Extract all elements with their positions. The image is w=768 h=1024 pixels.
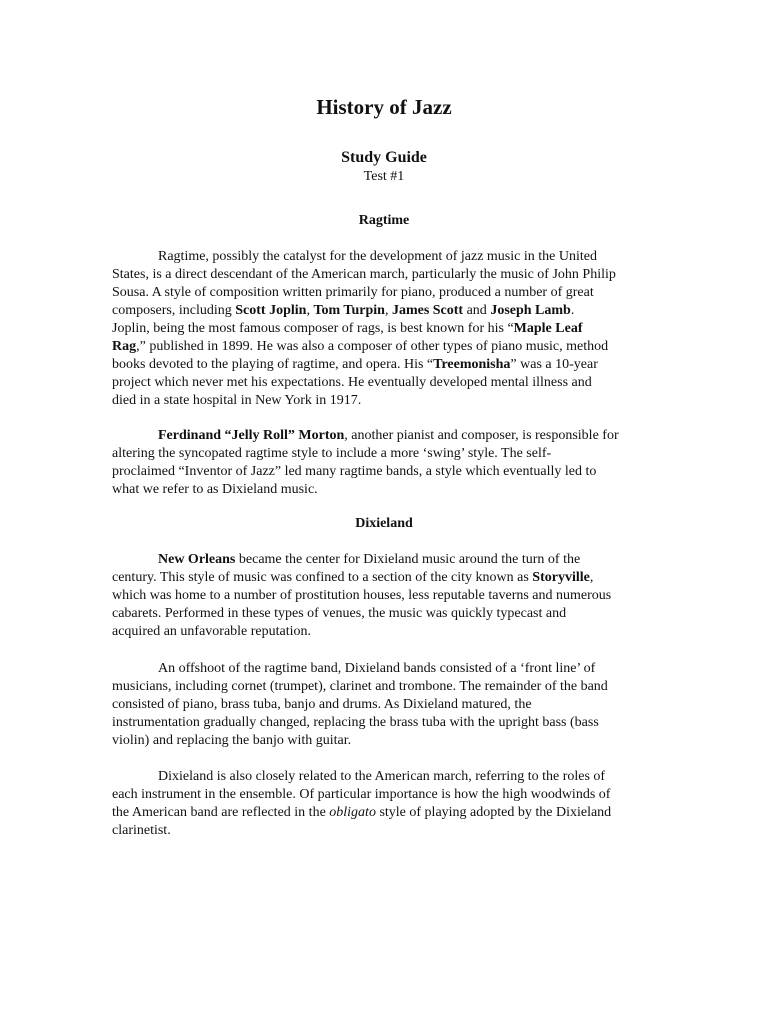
test-label: Test #1	[363, 169, 405, 184]
page-subtitle: Study Guide	[341, 149, 427, 166]
paragraph-ragtime-intro: Ragtime, possibly the catalyst for the development of jazz music in the United States, is a direct descendant of the American march, particularly the music of John Philip Sousa. A style of composition written primarily for piano, produced a number of great composers, including Scott Joplin, Tom Turpin, James Scott and Joseph Lamb. Joplin, being the most famous composer of rags, is best known for his “Maple Leaf Rag,” published in 1899. He was also a composer of other types of piano music, method books devoted to the playing of ragtime, and opera. His “Treemonisha” was a 10-year project which never met his expectations. He eventually developed mental illness and died in a state hospital in New York in 1917.	[112, 249, 616, 408]
paragraph-dixieland-march: Dixieland is also closely related to the American march, referring to the roles of each instrument in the ensemble. Of particular importance is how the high woodwinds of the American band are reflected in the obligato style of playing adopted by the Dixieland clarinetist.	[112, 769, 612, 838]
paragraph-new-orleans: New Orleans became the center for Dixieland music around the turn of the century. This style of music was confined to a section of the city known as Storyville, which was home to a number of prostitution houses, less reputable taverns and numerous cabarets. Performed in these types of venues, the music was quickly typecast and acquired an unfavorable reputation.	[112, 552, 612, 639]
paragraph-dixieland-bands: An offshoot of the ragtime band, Dixieland bands consisted of a ‘front line’ of musicians, including cornet (trumpet), clarinet and trombone. The remainder of the band consisted of piano, brass tuba, banjo and drums. As Dixieland matured, the instrumentation gradually changed, replacing the brass tuba with the upright bass (bass violin) and replacing the banjo with guitar.	[112, 661, 608, 748]
paragraph-jelly-roll-morton: Ferdinand “Jelly Roll” Morton, another pianist and composer, is responsible for altering the syncopated ragtime style to include a more ‘swing’ style. The self- proclaimed “Inventor of Jazz” led many ragtime bands, a style which eventually led to what we refer to as Dixieland music.	[112, 428, 619, 497]
section-heading-ragtime: Ragtime	[358, 213, 410, 228]
page-title: History of Jazz	[316, 95, 452, 119]
section-heading-dixieland: Dixieland	[355, 516, 413, 531]
